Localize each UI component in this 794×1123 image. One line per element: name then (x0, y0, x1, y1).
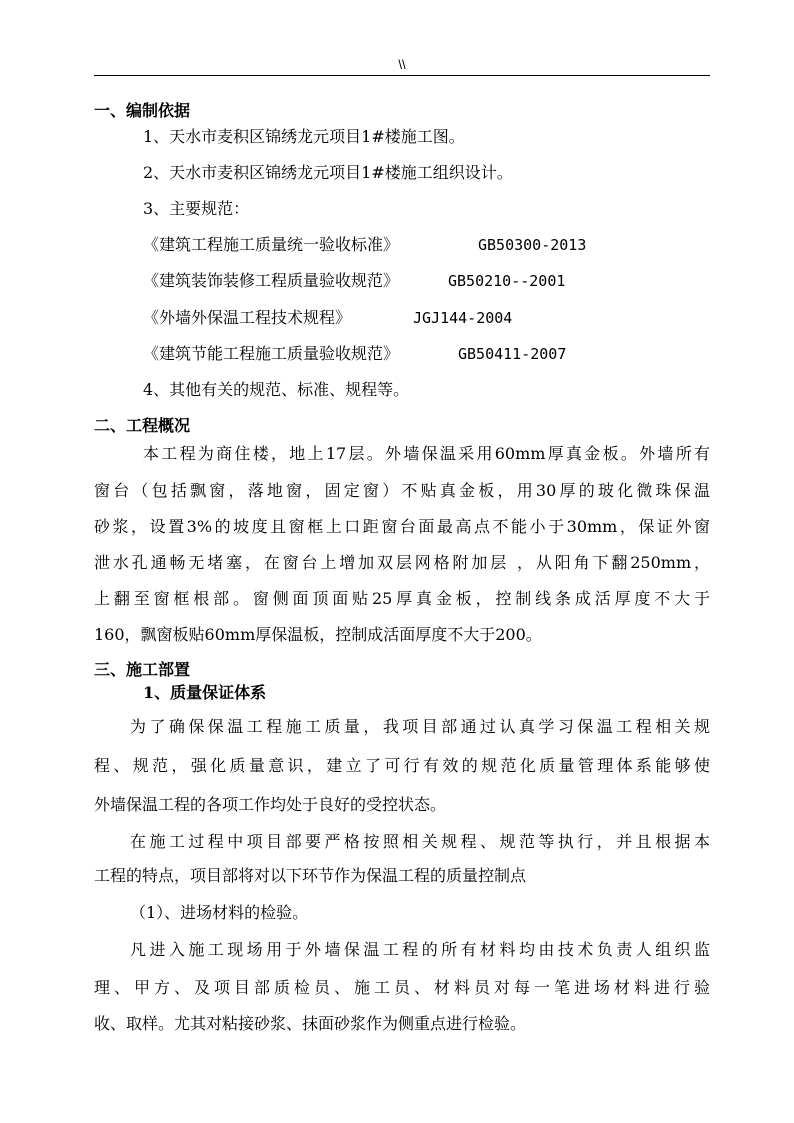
para2-line: 在施工过程中项目部要严格按照相关规程、规范等执行，并且根据本 (130, 832, 710, 851)
section2-title: 二、工程概况 (94, 416, 191, 435)
section1-item-1: 1、天水市麦积区锦绣龙元项目1#楼施工图。 (143, 127, 465, 146)
section2-line: 上翻至窗框根部。窗侧面顶面贴25厚真金板，控制线条成活厚度不大于 (94, 589, 710, 608)
section2-line: 本工程为商住楼，地上17层。外墙保温采用60mm厚真金板。外墙所有 (143, 444, 710, 463)
spec-row (143, 344, 566, 364)
section3-title: 三、施工部置 (94, 660, 191, 679)
section1-item-2: 2、天水市麦积区锦绣龙元项目1#楼施工组织设计。 (143, 163, 513, 182)
para3-line: 理、甲方、及项目部质检员、施工员、材料员对每一笔进场材料进行验 (94, 978, 710, 997)
para3-line: 凡进入施工现场用于外墙保温工程的所有材料均由技术负责人组织监 (130, 940, 710, 959)
section2-line: 砂浆，设置3%的坡度且窗框上口距窗台面最高点不能小于30mm，保证外窗 (94, 517, 710, 536)
spec-row (143, 308, 512, 328)
spec-row (143, 271, 565, 291)
section2-line: 窗台（包括飘窗，落地窗，固定窗）不贴真金板，用30厚的玻化微珠保温 (94, 481, 710, 500)
spec-code: GB50210--2001 (448, 272, 566, 290)
spec-row (143, 235, 586, 255)
para1-line: 外墙保温工程的各项工作均处于良好的受控状态。 (94, 795, 447, 814)
section1-item-4: 4、其他有关的规范、标准、规程等。 (143, 380, 410, 399)
spec-name: 《建筑工程施工质量统一验收标准》 (143, 235, 400, 254)
section2-line: 160，飘窗板贴60mm厚保温板，控制成活面厚度不大于200。 (94, 625, 542, 644)
section3-item-1: （1）、进场材料的检验。 (130, 903, 309, 922)
section1-item-3: 3、主要规范： (143, 199, 250, 218)
spec-code: GB50300-2013 (478, 236, 587, 254)
para3-line: 收、取样。尤其对粘接砂浆、抹面砂浆作为侧重点进行检验。 (94, 1014, 527, 1033)
section3-subtitle: 1、质量保证体系 (143, 683, 267, 702)
section2-line: 泄水孔通畅无堵塞，在窗台上增加双层网格附加层 ，从阳角下翻250mm， (94, 553, 710, 572)
para1-line: 为了确保保温工程施工质量，我项目部通过认真学习保温工程相关规 (130, 717, 710, 736)
spec-code: GB50411-2007 (458, 345, 567, 363)
para1-line: 程、规范，强化质量意识，建立了可行有效的规范化质量管理体系能够使 (94, 756, 710, 775)
para2-line: 工程的特点，项目部将对以下环节作为保温工程的质量控制点 (94, 866, 527, 885)
spec-code: JGJ144-2004 (413, 309, 513, 327)
spec-name: 《建筑节能工程施工质量验收规范》 (143, 344, 400, 363)
spec-name: 《外墙外保温工程技术规程》 (143, 308, 352, 327)
section1-title: 一、编制依据 (94, 101, 191, 120)
page-header (94, 56, 710, 76)
spec-name: 《建筑装饰装修工程质量验收规范》 (143, 271, 400, 290)
header-text: \\ (398, 57, 406, 72)
